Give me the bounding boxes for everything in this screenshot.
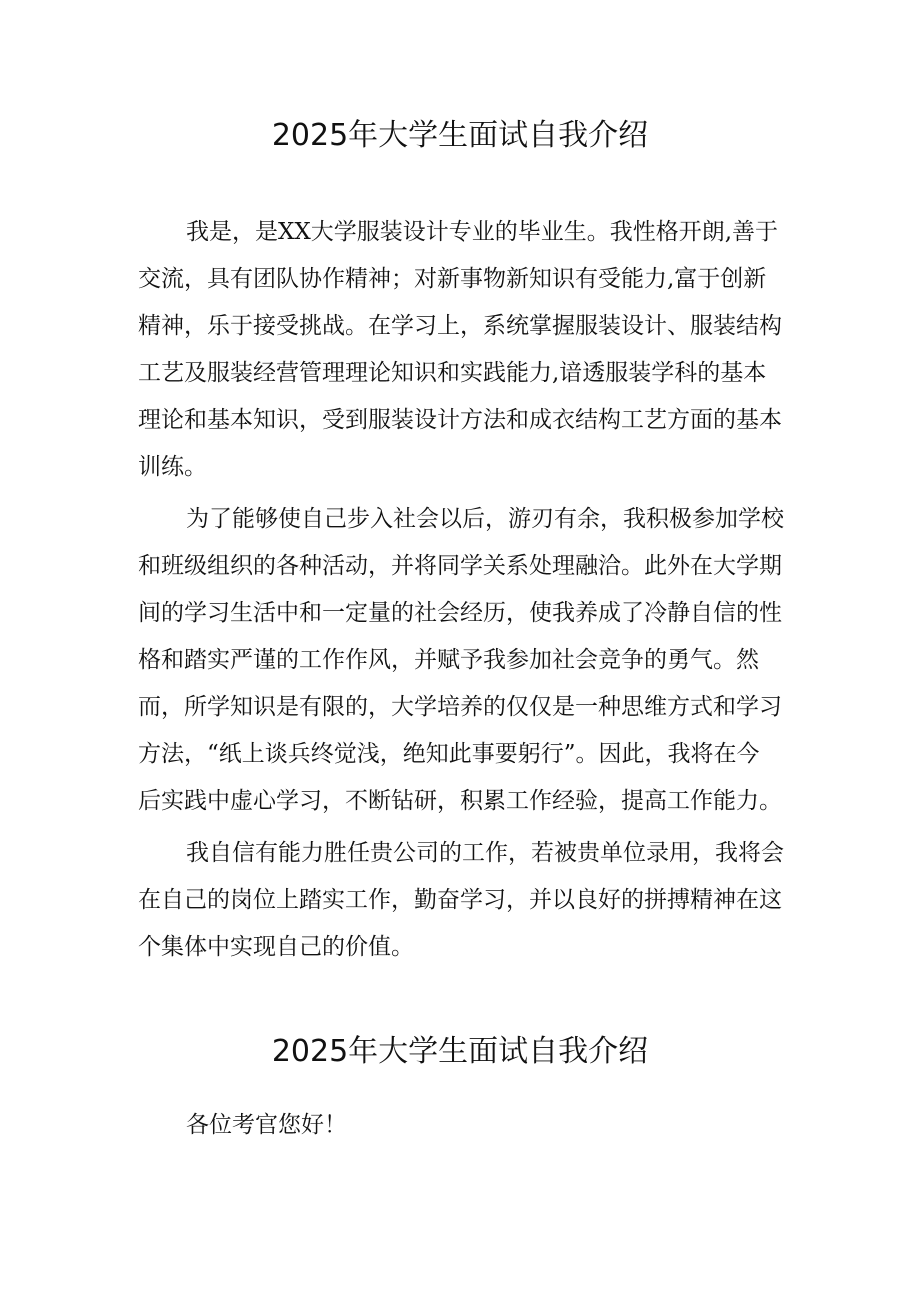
- section-title: 2025年大学生面试自我介绍: [271, 1034, 649, 1069]
- paragraph-1-line-5: 理论和基本知识，受到服装设计方法和成衣结构工艺方面的基本: [138, 407, 782, 433]
- paragraph-1-line-3: 精神，乐于接受挑战。在学习上，系统掌握服装设计、服装结构: [138, 313, 782, 339]
- paragraph-2-line-5: 而，所学知识是有限的，大学培养的仅仅是一种思维方式和学习: [138, 694, 782, 720]
- paragraph-2-line-3: 间的学习生活中和一定量的社会经历，使我养成了冷静自信的性: [138, 600, 782, 626]
- paragraph-3-line-3: 个集体中实现自己的价值。: [138, 934, 414, 960]
- paragraph-3-line-1: 我自信有能力胜任贵公司的工作，若被贵单位录用，我将会: [186, 840, 784, 866]
- greeting-text: 各位考官您好！: [186, 1112, 347, 1138]
- paragraph-2-line-4: 格和踏实严谨的工作作风，并赋予我参加社会竞争的勇气。然: [138, 647, 759, 673]
- paragraph-2-line-7: 后实践中虚心学习，不断钻研，积累工作经验，提高工作能力。: [138, 788, 782, 814]
- paragraph-1-line-6: 训练。: [138, 454, 207, 480]
- paragraph-1-line-1: 我是，是XX大学服装设计专业的毕业生。我性格开朗,善于: [186, 219, 779, 245]
- page-title: 2025年大学生面试自我介绍: [271, 118, 649, 153]
- paragraph-3-line-2: 在自己的岗位上踏实工作，勤奋学习，并以良好的拼搏精神在这: [138, 887, 782, 913]
- paragraph-1-line-2: 交流，具有团队协作精神；对新事物新知识有受能力,富于创新: [138, 266, 767, 292]
- paragraph-1-line-4: 工艺及服装经营管理理论知识和实践能力,谙透服装学科的基本: [138, 360, 767, 386]
- paragraph-2-line-2: 和班级组织的各种活动，并将同学关系处理融洽。此外在大学期: [138, 553, 782, 579]
- paragraph-2-line-6: 方法，“纸上谈兵终觉浅，绝知此事要躬行”。因此，我将在今: [138, 741, 760, 767]
- paragraph-2-line-1: 为了能够使自己步入社会以后，游刃有余，我积极参加学校: [186, 506, 784, 532]
